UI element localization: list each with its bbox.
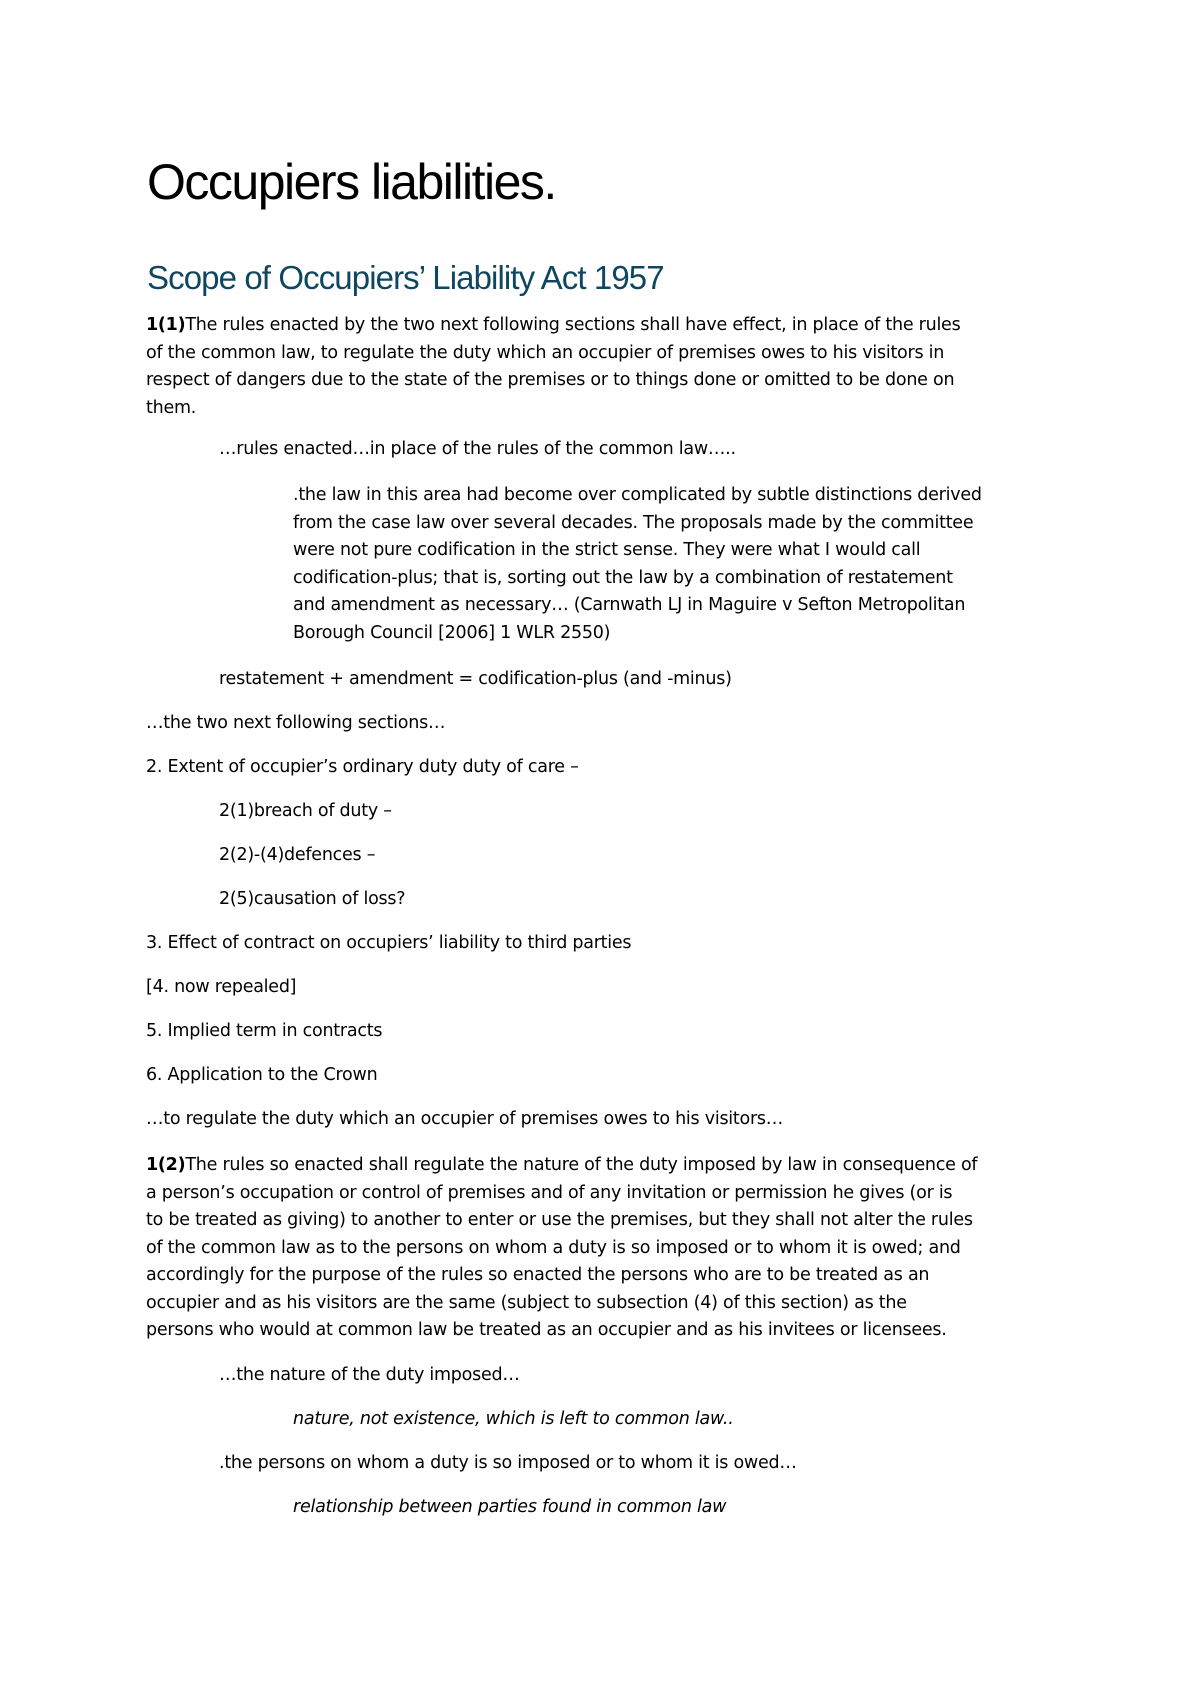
quote-line: and amendment as necessary… (Carnwath LJ in Maguire v Sefton Metropolitan: [293, 595, 966, 615]
section-6-line: 6. Application to the Crown: [146, 1065, 378, 1085]
paragraph-line: of the common law, to regulate the duty which an occupier of premises owes to his visitors in: [146, 342, 945, 363]
paragraph-line: persons who would at common law be treated as an occupier and as his invitees or licensees.: [146, 1320, 947, 1340]
paragraph-line: occupier and as his visitors are the same (subject to subsection (4) of this section) as the: [146, 1292, 907, 1313]
section-3-line: 3. Effect of contract on occupiers’ liability to third parties: [146, 933, 632, 953]
section-heading: Scope of Occupiers’ Liability Act 1957: [147, 259, 664, 296]
subsection-1-1-paragraph: [146, 312, 960, 422]
paragraph-line: a person’s occupation or control of premises and of any invitation or permission he gives (or is: [146, 1182, 953, 1203]
section-2-item: 2(1)breach of duty –: [219, 801, 392, 821]
paragraph-line: them.: [146, 397, 197, 418]
subsection-1-2-paragraph: [146, 1152, 977, 1345]
paragraph-line: 1(2)The rules so enacted shall regulate the nature of the duty imposed by law in consequence of: [146, 1155, 978, 1175]
subsection-number: 1(2): [146, 1155, 186, 1175]
note-persons-owed: .the persons on whom a duty is so imposed or to whom it is owed…: [219, 1453, 797, 1473]
note-nature-of-duty: …the nature of the duty imposed…: [219, 1365, 520, 1385]
section-2-item: 2(2)-(4)defences –: [219, 845, 376, 865]
section-2-item: 2(5)causation of loss?: [219, 889, 406, 909]
section-2-heading: 2. Extent of occupier’s ordinary duty duty of care –: [146, 757, 579, 777]
note-regulate-duty: …to regulate the duty which an occupier of premises owes to his visitors…: [146, 1109, 784, 1129]
formula-line: restatement + amendment = codification-plus (and -minus): [219, 669, 732, 689]
quote-line: were not pure codification in the strict sense. They were what I would call: [293, 540, 921, 560]
section-4-line: [4. now repealed]: [146, 977, 297, 997]
paragraph-line: of the common law as to the persons on whom a duty is so imposed or to whom it is owed; and: [146, 1237, 961, 1258]
section-5-line: 5. Implied term in contracts: [146, 1021, 383, 1041]
paragraph-line: accordingly for the purpose of the rules so enacted the persons who are to be treated as an: [146, 1265, 930, 1285]
paragraph-line: respect of dangers due to the state of the premises or to things done or omitted to be done on: [146, 370, 955, 390]
quote-line: codification-plus; that is, sorting out the law by a combination of restatement: [293, 567, 953, 588]
note-rules-enacted: …rules enacted…in place of the rules of the common law…..: [219, 439, 736, 459]
quote-carnwath: [293, 482, 982, 647]
paragraph-line: 1(1)The rules enacted by the two next following sections shall have effect, in place of the rules: [146, 315, 961, 335]
note-two-sections: …the two next following sections…: [146, 713, 446, 733]
note-nature-italic: nature, not existence, which is left to common law..: [293, 1409, 734, 1429]
quote-line: from the case law over several decades. The proposals made by the committee: [293, 512, 974, 533]
subsection-number: 1(1): [146, 315, 186, 335]
quote-line: Borough Council [2006] 1 WLR 2550): [293, 622, 611, 643]
note-relationship-italic: relationship between parties found in common law: [293, 1497, 727, 1517]
paragraph-line: to be treated as giving) to another to enter or use the premises, but they shall not alter the rules: [146, 1210, 973, 1230]
quote-line: .the law in this area had become over complicated by subtle distinctions derived: [293, 485, 982, 505]
document-title: Occupiers liabilities.: [147, 154, 556, 210]
